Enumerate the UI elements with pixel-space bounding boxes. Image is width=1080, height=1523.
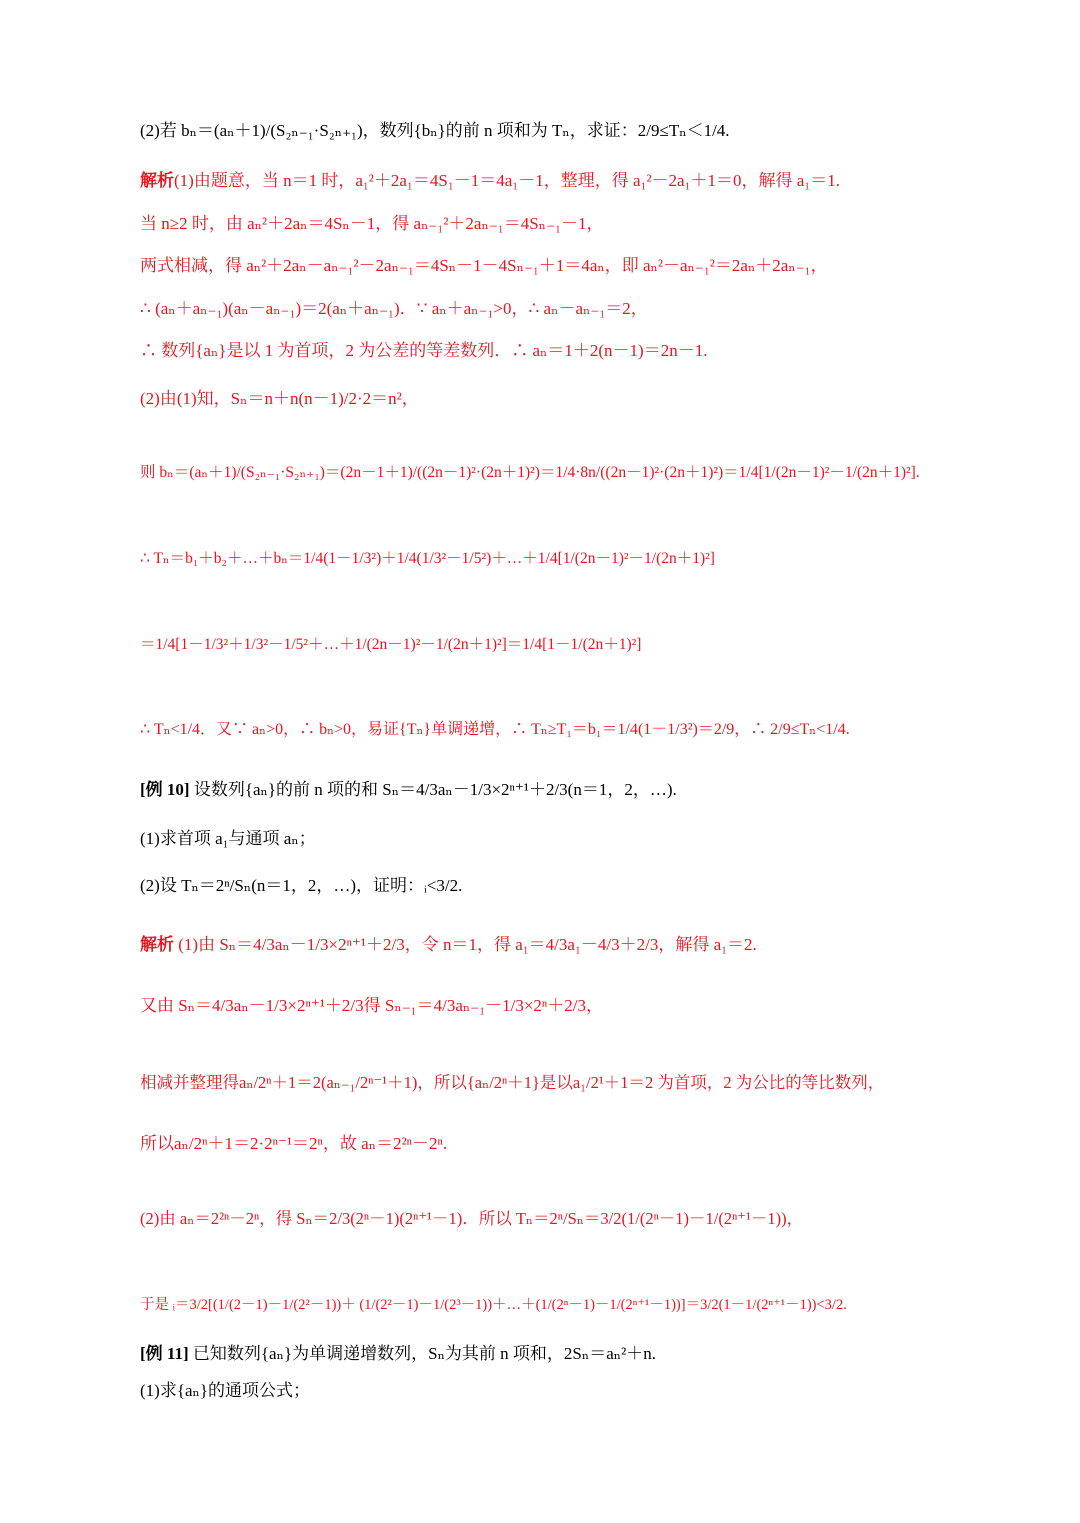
line-text: 又由 Sₙ＝4/3aₙ－1/3×2ⁿ⁺¹＋2/3得 Sₙ₋₁＝4/3aₙ₋₁－1/3×2ⁿ＋2/3，	[140, 996, 604, 1015]
example-10-question-2	[140, 873, 960, 899]
solution-part1-line4	[140, 296, 960, 322]
example-11-title	[140, 1341, 960, 1367]
line-text: (1)求{aₙ}的通项公式；	[140, 1381, 311, 1400]
example-label: [例 11]	[140, 1344, 189, 1363]
question-2-condition	[140, 118, 960, 144]
example-10-solution-line1	[140, 932, 960, 958]
line-text: 所以aₙ/2ⁿ＋1＝2·2ⁿ⁻¹＝2ⁿ，故 aₙ＝2²ⁿ－2ⁿ.	[140, 1134, 448, 1153]
solution-label: 解析	[140, 171, 174, 190]
solution-part2-line1	[140, 386, 960, 412]
solution-part2-line4	[140, 632, 960, 658]
example-10-solution-line6	[140, 1292, 960, 1318]
line-text: 相减并整理得aₙ/2ⁿ＋1＝2(aₙ₋₁/2ⁿ⁻¹＋1)，所以{aₙ/2ⁿ＋1}是以a₁/2¹＋1＝2 为首项，2 为公比的等比数列，	[140, 1073, 885, 1092]
example-10-solution-line3	[140, 1070, 960, 1096]
line-text: (1)由 Sₙ＝4/3aₙ－1/3×2ⁿ⁺¹＋2/3，令 n＝1，得 a₁＝4/3a₁－4/3＋2/3，解得 a₁＝2.	[174, 935, 757, 954]
line-text: 两式相减，得 aₙ²＋2aₙ－aₙ₋₁²－2aₙ₋₁＝4Sₙ－1－4Sₙ₋₁＋1＝4aₙ，即 aₙ²－aₙ₋₁²＝2aₙ＋2aₙ₋₁，	[140, 256, 828, 275]
line-text: ∴ Tₙ＝b₁＋b₂＋…＋bₙ＝1/4(1－1/3²)＋1/4(1/3²－1/5²)＋…＋1/4[1/(2n－1)²－1/(2n＋1)²]	[140, 550, 715, 567]
line-text: (1)求首项 a₁与通项 aₙ；	[140, 829, 316, 848]
line-text: ∴ 数列{aₙ}是以 1 为首项，2 为公差的等差数列．∴ aₙ＝1＋2(n－1)＝2n－1.	[140, 341, 708, 360]
line-text: 当 n≥2 时，由 aₙ²＋2aₙ＝4Sₙ－1，得 aₙ₋₁²＋2aₙ₋₁＝4Sₙ₋₁－1，	[140, 214, 604, 233]
line-text: (2)由 aₙ＝2²ⁿ－2ⁿ，得 Sₙ＝2/3(2ⁿ－1)(2ⁿ⁺¹－1)．所以 Tₙ＝2ⁿ/Sₙ＝3/2(1/(2ⁿ－1)－1/(2ⁿ⁺¹－1))，	[140, 1209, 804, 1228]
line-text: ＝1/4[1－1/3²＋1/3²－1/5²＋…＋1/(2n－1)²－1/(2n＋1)²]＝1/4[1－1/(2n＋1)²]	[140, 636, 642, 653]
line-text: (1)由题意，当 n＝1 时，a₁²＋2a₁＝4S₁－1＝4a₁－1，整理，得 a₁²－2a₁＋1＝0，解得 a₁＝1.	[174, 171, 840, 190]
line-text: ∴ Tₙ<1/4．又∵ aₙ>0，∴ bₙ>0，易证{Tₙ}单调递增，∴ Tₙ≥T₁＝b₁＝1/4(1－1/3²)＝2/9，∴ 2/9≤Tₙ<1/4.	[140, 721, 850, 738]
solution-part2-line2	[140, 460, 960, 486]
example-10-title	[140, 777, 960, 803]
solution-part2-line3	[140, 546, 960, 572]
line-text: 则 bₙ＝(aₙ＋1)/(S₂ₙ₋₁·S₂ₙ₊₁)＝(2n－1＋1)/((2n－1)²·(2n＋1)²)＝1/4·8n/((2n－1)²·(2n＋1)²)＝1/4[1/(2n－1)²－1/(2n＋1)²].	[140, 464, 920, 481]
solution-label: 解析	[140, 935, 174, 954]
line-text: 于是 ᵢ＝3/2[(1/(2－1)－1/(2²－1))＋ (1/(2²－1)－1/(2³－1))＋…＋(1/(2ⁿ－1)－1/(2ⁿ⁺¹－1))]＝3/2(1－1/(2ⁿ⁺¹－1))<3/2.	[140, 1297, 847, 1313]
example-label: [例 10]	[140, 780, 190, 799]
solution-part1-line5	[140, 338, 960, 364]
example-11-question-1	[140, 1378, 960, 1404]
solution-part1-line2	[140, 211, 960, 237]
line-text: (2)由(1)知，Sₙ＝n＋n(n－1)/2·2＝n²，	[140, 389, 419, 408]
solution-part1-line3	[140, 253, 960, 279]
example-10-solution-line5	[140, 1206, 960, 1232]
example-10-solution-line4	[140, 1131, 960, 1157]
example-10-solution-line2	[140, 993, 960, 1019]
line-text: ∴ (aₙ＋aₙ₋₁)(aₙ－aₙ₋₁)＝2(aₙ＋aₙ₋₁)．∵ aₙ＋aₙ₋₁>0，∴ aₙ－aₙ₋₁＝2，	[140, 299, 648, 318]
line-text: 已知数列{aₙ}为单调递增数列，Sₙ为其前 n 项和，2Sₙ＝aₙ²＋n.	[188, 1344, 656, 1363]
line-text: (2)若 bₙ＝(aₙ＋1)/(S₂ₙ₋₁·S₂ₙ₊₁)，数列{bₙ}的前 n 项和为 Tₙ，求证：2/9≤Tₙ＜1/4.	[140, 121, 730, 140]
line-text: (2)设 Tₙ＝2ⁿ/Sₙ(n＝1，2，…)，证明：ᵢ<3/2.	[140, 876, 463, 895]
solution-part2-line5	[140, 717, 960, 743]
solution-part1-line1	[140, 168, 960, 194]
example-10-question-1	[140, 826, 960, 852]
line-text: 设数列{aₙ}的前 n 项的和 Sₙ＝4/3aₙ－1/3×2ⁿ⁺¹＋2/3(n＝1，2，…).	[189, 780, 677, 799]
